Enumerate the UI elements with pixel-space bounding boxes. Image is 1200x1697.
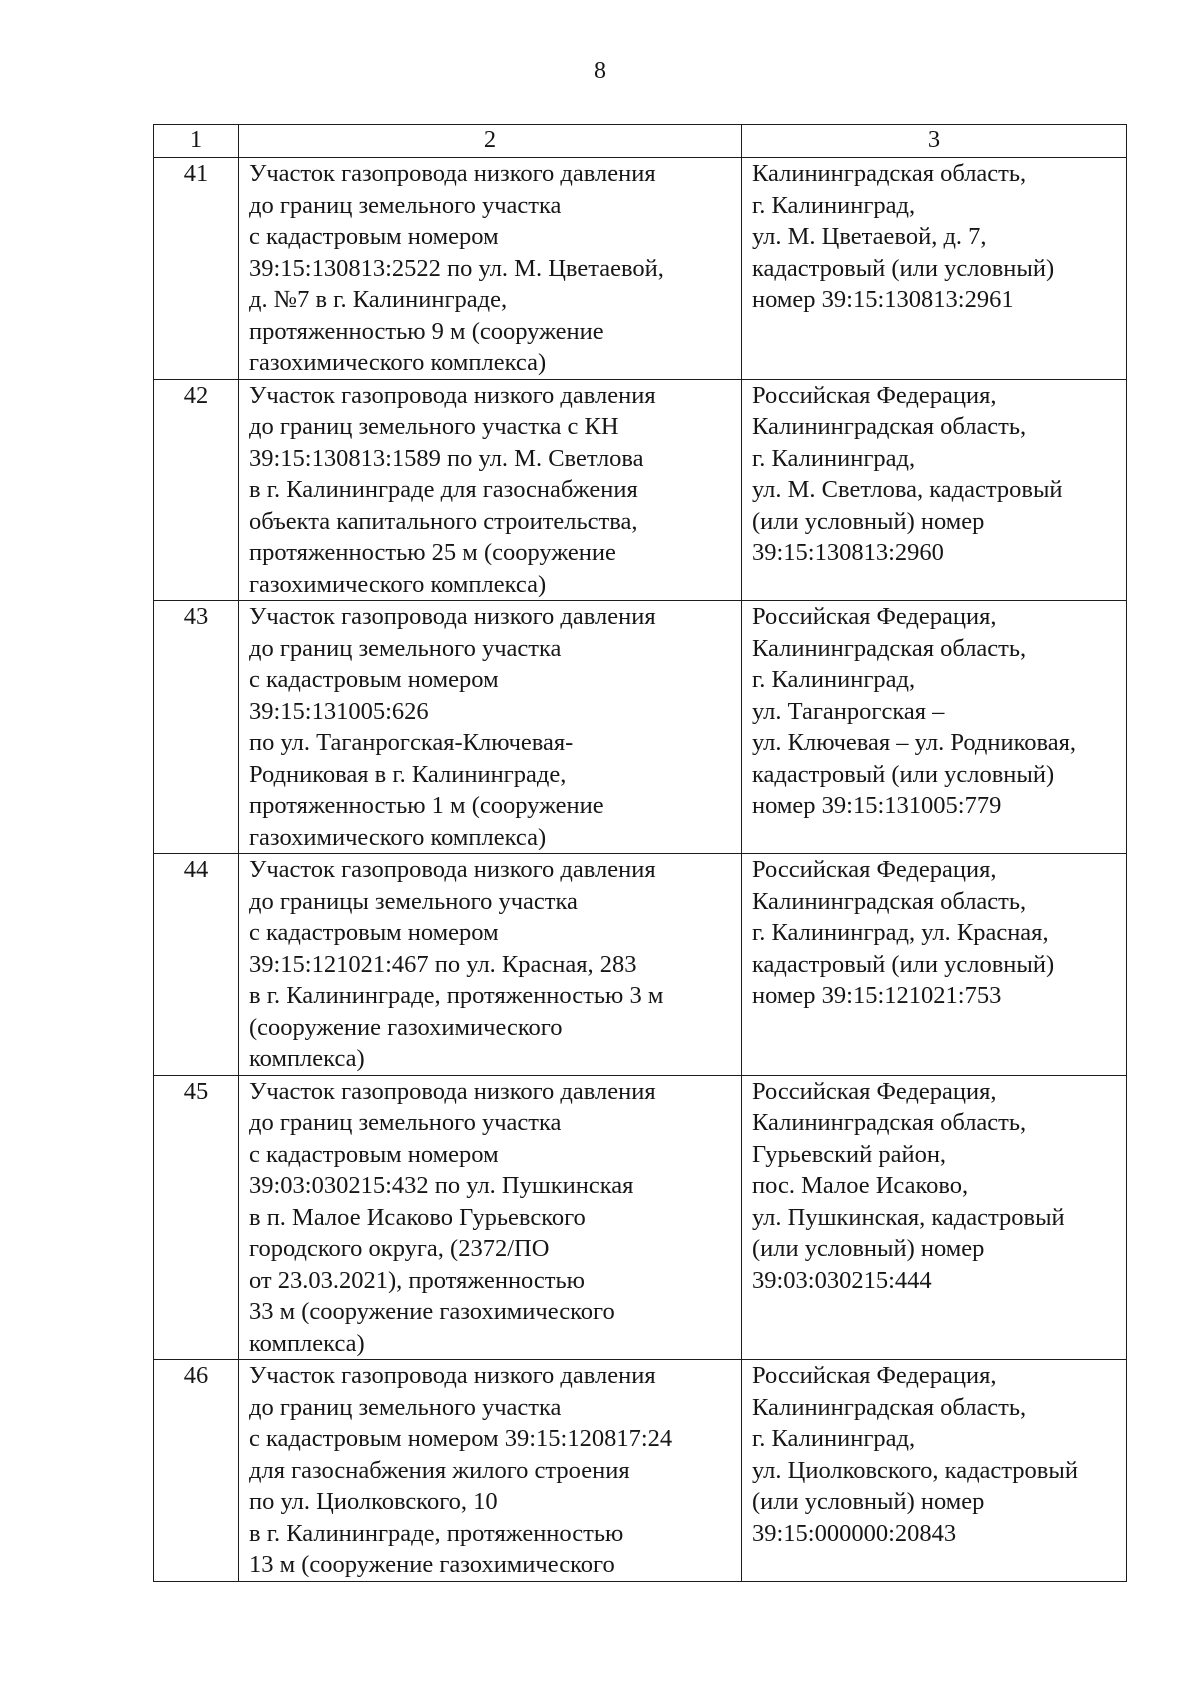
location-line: Калининградская область, (752, 413, 1027, 440)
location-line: номер 39:15:130813:2961 (752, 286, 1014, 313)
description-line: Участок газопровода низкого давления (249, 1077, 656, 1105)
location-line: номер 39:15:131005:779 (752, 792, 1002, 819)
description-line: газохимического комплекса) (249, 570, 547, 598)
description-line: до границ земельного участка (249, 1393, 562, 1421)
description-line: с кадастровым номером (249, 1140, 499, 1168)
description-line: для газоснабжения жилого строения (249, 1456, 630, 1484)
location-line: ул. Таганрогская – (752, 697, 945, 725)
description-line: Участок газопровода низкого давления (249, 856, 656, 883)
description-line: Участок газопровода низкого давления (249, 381, 656, 409)
row-number: 41 (154, 158, 239, 380)
location-line: Российская Федерация, (752, 856, 997, 883)
description-line: объекта капитального строительства, (249, 507, 638, 535)
description-line: с кадастровым номером (249, 223, 499, 250)
object-location (742, 158, 1127, 380)
description-line: до границы земельного участка (249, 887, 578, 915)
page-number: 8 (594, 58, 606, 84)
description-line: протяженностью 1 м (сооружение (249, 792, 604, 819)
object-location (742, 1075, 1127, 1360)
description-line: по ул. Таганрогская-Ключевая- (249, 729, 574, 756)
table-row (154, 1075, 1127, 1360)
object-description (239, 158, 742, 380)
location-line: Российская Федерация, (752, 1362, 997, 1389)
description-line: протяженностью 9 м (сооружение (249, 317, 604, 345)
location-line: 39:03:030215:444 (752, 1266, 932, 1294)
location-line: г. Калининград, (752, 666, 916, 693)
location-line: г. Калининград, (752, 1425, 916, 1452)
row-number: 46 (154, 1360, 239, 1582)
description-line: Участок газопровода низкого давления (249, 1362, 656, 1389)
object-description (239, 854, 742, 1076)
location-line: г. Калининград, (752, 444, 916, 472)
object-location (742, 379, 1127, 601)
description-line: по ул. Циолковского, 10 (249, 1488, 498, 1515)
header-row (154, 125, 1127, 158)
description-line: в г. Калининграде, протяженностью 3 м (249, 982, 664, 1009)
description-line: с кадастровым номером (249, 919, 499, 946)
location-line: Калининградская область, (752, 634, 1027, 662)
table-row (154, 158, 1127, 380)
description-line: Родниковая в г. Калининграде, (249, 760, 567, 788)
description-line: комплекса) (249, 1329, 365, 1357)
description-line: в п. Малое Исаково Гурьевского (249, 1203, 586, 1231)
description-line: Участок газопровода низкого давления (249, 603, 656, 630)
column-header-1: 1 (154, 125, 239, 158)
description-line: от 23.03.2021), протяженностью (249, 1266, 585, 1294)
location-line: ул. Ключевая – ул. Родниковая, (752, 729, 1076, 756)
description-line: с кадастровым номером (249, 666, 499, 693)
description-line: до границ земельного участка (249, 1109, 562, 1136)
table-row (154, 1360, 1127, 1582)
description-line: 39:03:030215:432 по ул. Пушкинская (249, 1172, 634, 1199)
registry-table (153, 124, 1127, 1582)
location-line: кадастровый (или условный) (752, 254, 1055, 282)
location-line: кадастровый (или условный) (752, 950, 1055, 978)
description-line: 33 м (сооружение газохимического (249, 1298, 615, 1325)
description-line: 13 м (сооружение газохимического (249, 1551, 615, 1578)
description-line: газохимического комплекса) (249, 823, 547, 851)
location-line: г. Калининград, (752, 191, 916, 219)
object-description (239, 1075, 742, 1360)
location-line: 39:15:000000:20843 (752, 1519, 957, 1547)
description-line: в г. Калининграде, протяженностью (249, 1519, 624, 1547)
object-location (742, 1360, 1127, 1582)
location-line: (или условный) номер (752, 1235, 985, 1262)
location-line: (или условный) номер (752, 1488, 985, 1515)
location-line: ул. М. Светлова, кадастровый (752, 476, 1063, 503)
row-number: 45 (154, 1075, 239, 1360)
description-line: до границ земельного участка с КН (249, 413, 619, 440)
description-line: в г. Калининграде для газоснабжения (249, 476, 638, 503)
table-row (154, 854, 1127, 1076)
object-location (742, 601, 1127, 854)
location-line: кадастровый (или условный) (752, 760, 1055, 788)
row-number: 44 (154, 854, 239, 1076)
location-line: Российская Федерация, (752, 1077, 997, 1105)
location-line: номер 39:15:121021:753 (752, 982, 1002, 1009)
location-line: ул. Пушкинская, кадастровый (752, 1203, 1065, 1231)
column-header-3: 3 (742, 125, 1127, 158)
description-line: (сооружение газохимического (249, 1013, 563, 1041)
object-description (239, 601, 742, 854)
row-number: 42 (154, 379, 239, 601)
table-row (154, 379, 1127, 601)
location-line: Калининградская область, (752, 1393, 1027, 1421)
table-row (154, 601, 1127, 854)
location-line: г. Калининград, ул. Красная, (752, 919, 1049, 946)
location-line: Калининградская область, (752, 887, 1027, 915)
location-line: Калининградская область, (752, 1109, 1027, 1136)
location-line: ул. Циолковского, кадастровый (752, 1456, 1078, 1484)
description-line: с кадастровым номером 39:15:120817:24 (249, 1425, 673, 1452)
description-line: 39:15:130813:2522 по ул. М. Цветаевой, (249, 254, 664, 282)
column-header-2: 2 (239, 125, 742, 158)
row-number: 43 (154, 601, 239, 854)
description-line: 39:15:121021:467 по ул. Красная, 283 (249, 950, 637, 978)
description-line: 39:15:130813:1589 по ул. М. Светлова (249, 444, 644, 472)
description-line: городского округа, (2372/ПО (249, 1235, 550, 1262)
location-line: 39:15:130813:2960 (752, 539, 944, 566)
description-line: протяженностью 25 м (сооружение (249, 539, 616, 566)
description-line: до границ земельного участка (249, 634, 562, 662)
location-line: (или условный) номер (752, 507, 985, 535)
description-line: Участок газопровода низкого давления (249, 160, 656, 187)
description-line: газохимического комплекса) (249, 349, 547, 376)
location-line: Гурьевский район, (752, 1140, 947, 1168)
location-line: Российская Федерация, (752, 603, 997, 630)
location-line: пос. Малое Исаково, (752, 1172, 969, 1199)
description-line: до границ земельного участка (249, 191, 562, 219)
description-line: д. №7 в г. Калининграде, (249, 286, 508, 313)
location-line: ул. М. Цветаевой, д. 7, (752, 223, 987, 250)
object-description (239, 379, 742, 601)
object-description (239, 1360, 742, 1582)
object-location (742, 854, 1127, 1076)
description-line: 39:15:131005:626 (249, 697, 429, 725)
description-line: комплекса) (249, 1045, 365, 1072)
location-line: Российская Федерация, (752, 381, 997, 409)
location-line: Калининградская область, (752, 160, 1027, 187)
